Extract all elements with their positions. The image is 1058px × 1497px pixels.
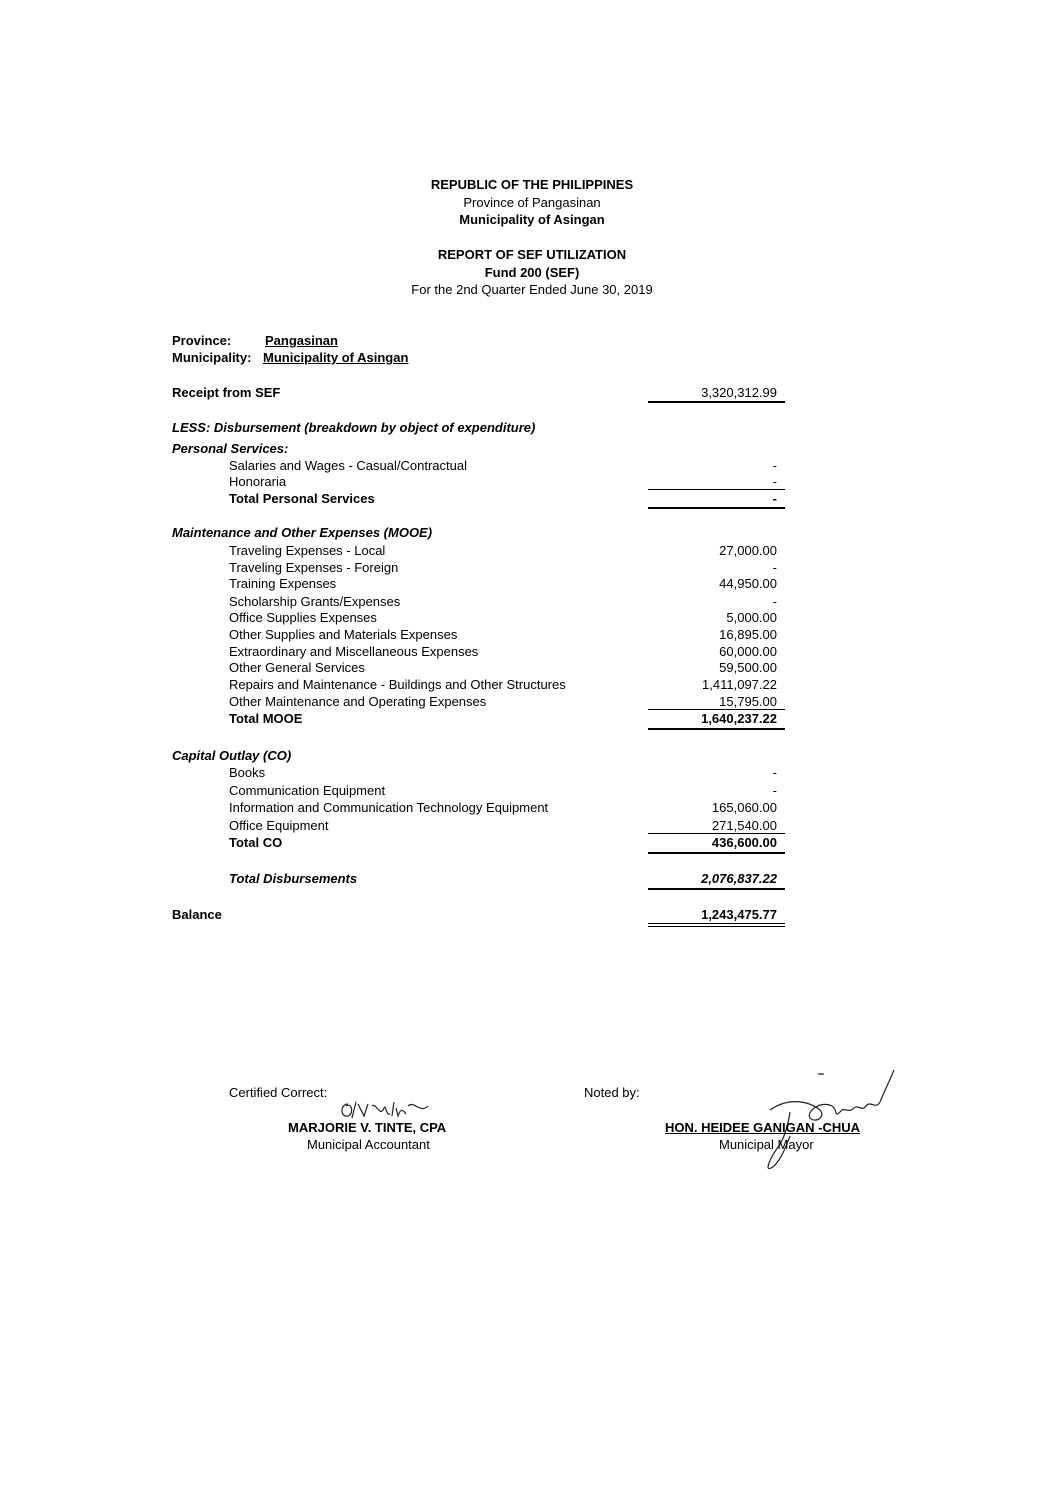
republic-heading: REPUBLIC OF THE PHILIPPINES <box>430 177 634 192</box>
co-subtotal-line <box>648 833 785 834</box>
total-disbursements-label: Total Disbursements <box>229 871 358 886</box>
municipality-heading: Municipality of Asingan <box>459 212 605 227</box>
mooe-total-label: Total MOOE <box>229 711 303 726</box>
mooe-item-label: Traveling Expenses - Local <box>229 543 386 558</box>
less-heading: LESS: Disbursement (breakdown by object of expenditure) <box>172 420 536 435</box>
mooe-subtotal-line <box>648 709 785 710</box>
accountant-name: MARJORIE V. TINTE, CPA <box>288 1120 447 1135</box>
mooe-total-amount: 1,640,237.22 <box>701 711 777 726</box>
ps-item-label: Salaries and Wages - Casual/Contractual <box>229 458 467 473</box>
mooe-item-label: Other Maintenance and Operating Expenses <box>229 694 487 709</box>
fund-subtitle: Fund 200 (SEF) <box>484 265 580 280</box>
co-heading: Capital Outlay (CO) <box>172 748 292 763</box>
personal-services-heading: Personal Services: <box>172 441 289 456</box>
municipality-value: Municipality of Asingan <box>263 350 409 365</box>
mooe-item-label: Scholarship Grants/Expenses <box>229 594 401 609</box>
co-item-label: Books <box>229 765 266 780</box>
co-item-label: Information and Communication Technology Equipment <box>229 800 549 815</box>
mooe-item-amount: 60,000.00 <box>719 644 777 659</box>
mooe-item-amount: 59,500.00 <box>719 660 777 675</box>
province-label: Province: <box>172 333 232 348</box>
municipality-label: Municipality: <box>172 350 252 365</box>
mooe-item-amount: 16,895.00 <box>719 627 777 642</box>
receipt-underline <box>648 401 785 403</box>
noted-label: Noted by: <box>584 1085 640 1100</box>
mooe-heading: Maintenance and Other Expenses (MOOE) <box>172 525 433 540</box>
ps-total-underline <box>648 507 785 509</box>
balance-double-underline <box>648 923 785 927</box>
co-total-amount: 436,600.00 <box>711 835 777 850</box>
ps-item-amount: - <box>772 474 777 489</box>
co-item-amount: 271,540.00 <box>711 818 777 833</box>
total-disbursements-amount: 2,076,837.22 <box>701 871 777 886</box>
co-item-label: Office Equipment <box>229 818 329 833</box>
certified-label: Certified Correct: <box>229 1085 328 1100</box>
mooe-item-amount: 27,000.00 <box>719 543 777 558</box>
co-item-amount: 165,060.00 <box>711 800 777 815</box>
co-total-underline <box>648 852 785 854</box>
receipt-amount: 3,320,312.99 <box>701 385 777 400</box>
mooe-item-label: Traveling Expenses - Foreign <box>229 560 399 575</box>
mooe-item-amount: 1,411,097.22 <box>702 677 777 692</box>
report-title: REPORT OF SEF UTILIZATION <box>437 247 627 262</box>
mooe-item-amount: 5,000.00 <box>726 610 777 625</box>
mayor-name: HON. HEIDEE GANIGAN -CHUA <box>665 1120 861 1135</box>
mooe-item-amount: 15,795.00 <box>719 694 777 709</box>
mooe-total-underline <box>648 728 785 730</box>
co-item-amount: - <box>772 765 777 780</box>
accountant-title: Municipal Accountant <box>307 1137 430 1152</box>
total-disbursements-underline <box>648 888 785 890</box>
mooe-item-label: Other Supplies and Materials Expenses <box>229 627 458 642</box>
co-total-label: Total CO <box>229 835 283 850</box>
ps-total-amount: - <box>772 491 777 506</box>
report-period: For the 2nd Quarter Ended June 30, 2019 <box>411 282 653 297</box>
balance-amount: 1,243,475.77 <box>701 907 777 922</box>
mooe-item-label: Training Expenses <box>229 576 337 591</box>
accountant-signature <box>336 1096 432 1122</box>
mooe-item-amount: 44,950.00 <box>719 576 777 591</box>
province-value: Pangasinan <box>265 333 338 348</box>
mooe-item-amount: - <box>772 560 777 575</box>
ps-subtotal-line <box>648 489 785 490</box>
mooe-item-label: Repairs and Maintenance - Buildings and Other Structures <box>229 677 566 692</box>
co-item-amount: - <box>772 783 777 798</box>
mooe-item-label: Extraordinary and Miscellaneous Expenses <box>229 644 479 659</box>
balance-label: Balance <box>172 907 222 922</box>
ps-item-amount: - <box>772 458 777 473</box>
mayor-title: Municipal Mayor <box>719 1137 814 1152</box>
mooe-item-label: Office Supplies Expenses <box>229 610 377 625</box>
province-heading: Province of Pangasinan <box>463 195 601 210</box>
co-item-label: Communication Equipment <box>229 783 386 798</box>
mooe-item-amount: - <box>772 594 777 609</box>
ps-item-label: Honoraria <box>229 474 287 489</box>
ps-total-label: Total Personal Services <box>229 491 375 506</box>
mooe-item-label: Other General Services <box>229 660 365 675</box>
receipt-label: Receipt from SEF <box>172 385 281 400</box>
